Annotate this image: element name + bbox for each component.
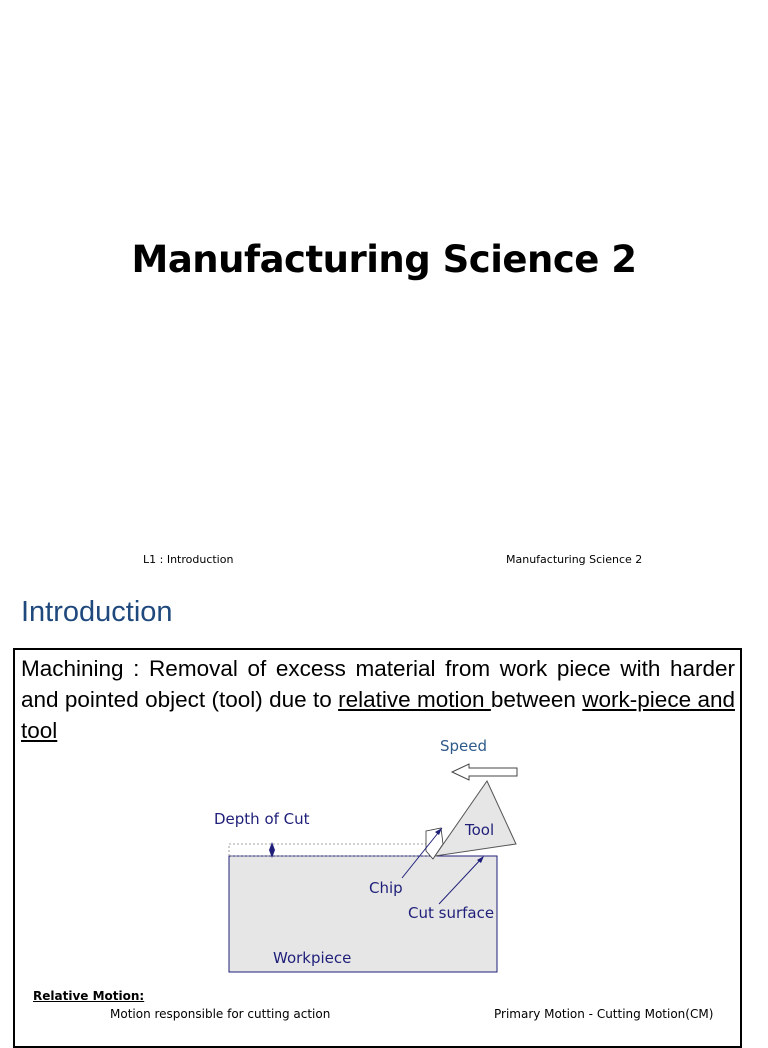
tool-label: Tool <box>465 821 495 839</box>
relative-motion-heading: Relative Motion: <box>33 989 145 1003</box>
definition-part-1: Machining : Removal of excess material from work piece with harder and pointed object (tool) due to <box>21 656 735 712</box>
depth-of-cut-label: Depth of Cut <box>214 810 310 828</box>
speed-arrow-icon <box>452 764 517 780</box>
workpiece-label: Workpiece <box>273 949 352 967</box>
term-workpiece-and-tool: work-piece and tool <box>21 687 735 743</box>
definition-part-2: between <box>490 687 583 712</box>
footer-course: Manufacturing Science 2 <box>506 553 643 566</box>
tool-shape <box>435 781 516 856</box>
removed-layer <box>229 844 439 856</box>
term-relative-motion: relative motion <box>338 687 491 712</box>
slide-title: Manufacturing Science 2 <box>131 238 637 281</box>
speed-label: Speed <box>440 737 488 755</box>
cut-surface-label: Cut surface <box>408 904 495 922</box>
chip-label: Chip <box>369 879 403 897</box>
relative-motion-description: Motion responsible for cutting action <box>110 1007 331 1021</box>
section-title: Introduction <box>21 596 173 628</box>
machining-diagram <box>0 576 768 1024</box>
primary-motion-label: Primary Motion - Cutting Motion(CM) <box>494 1007 714 1021</box>
footer-lecture: L1 : Introduction <box>143 553 234 566</box>
